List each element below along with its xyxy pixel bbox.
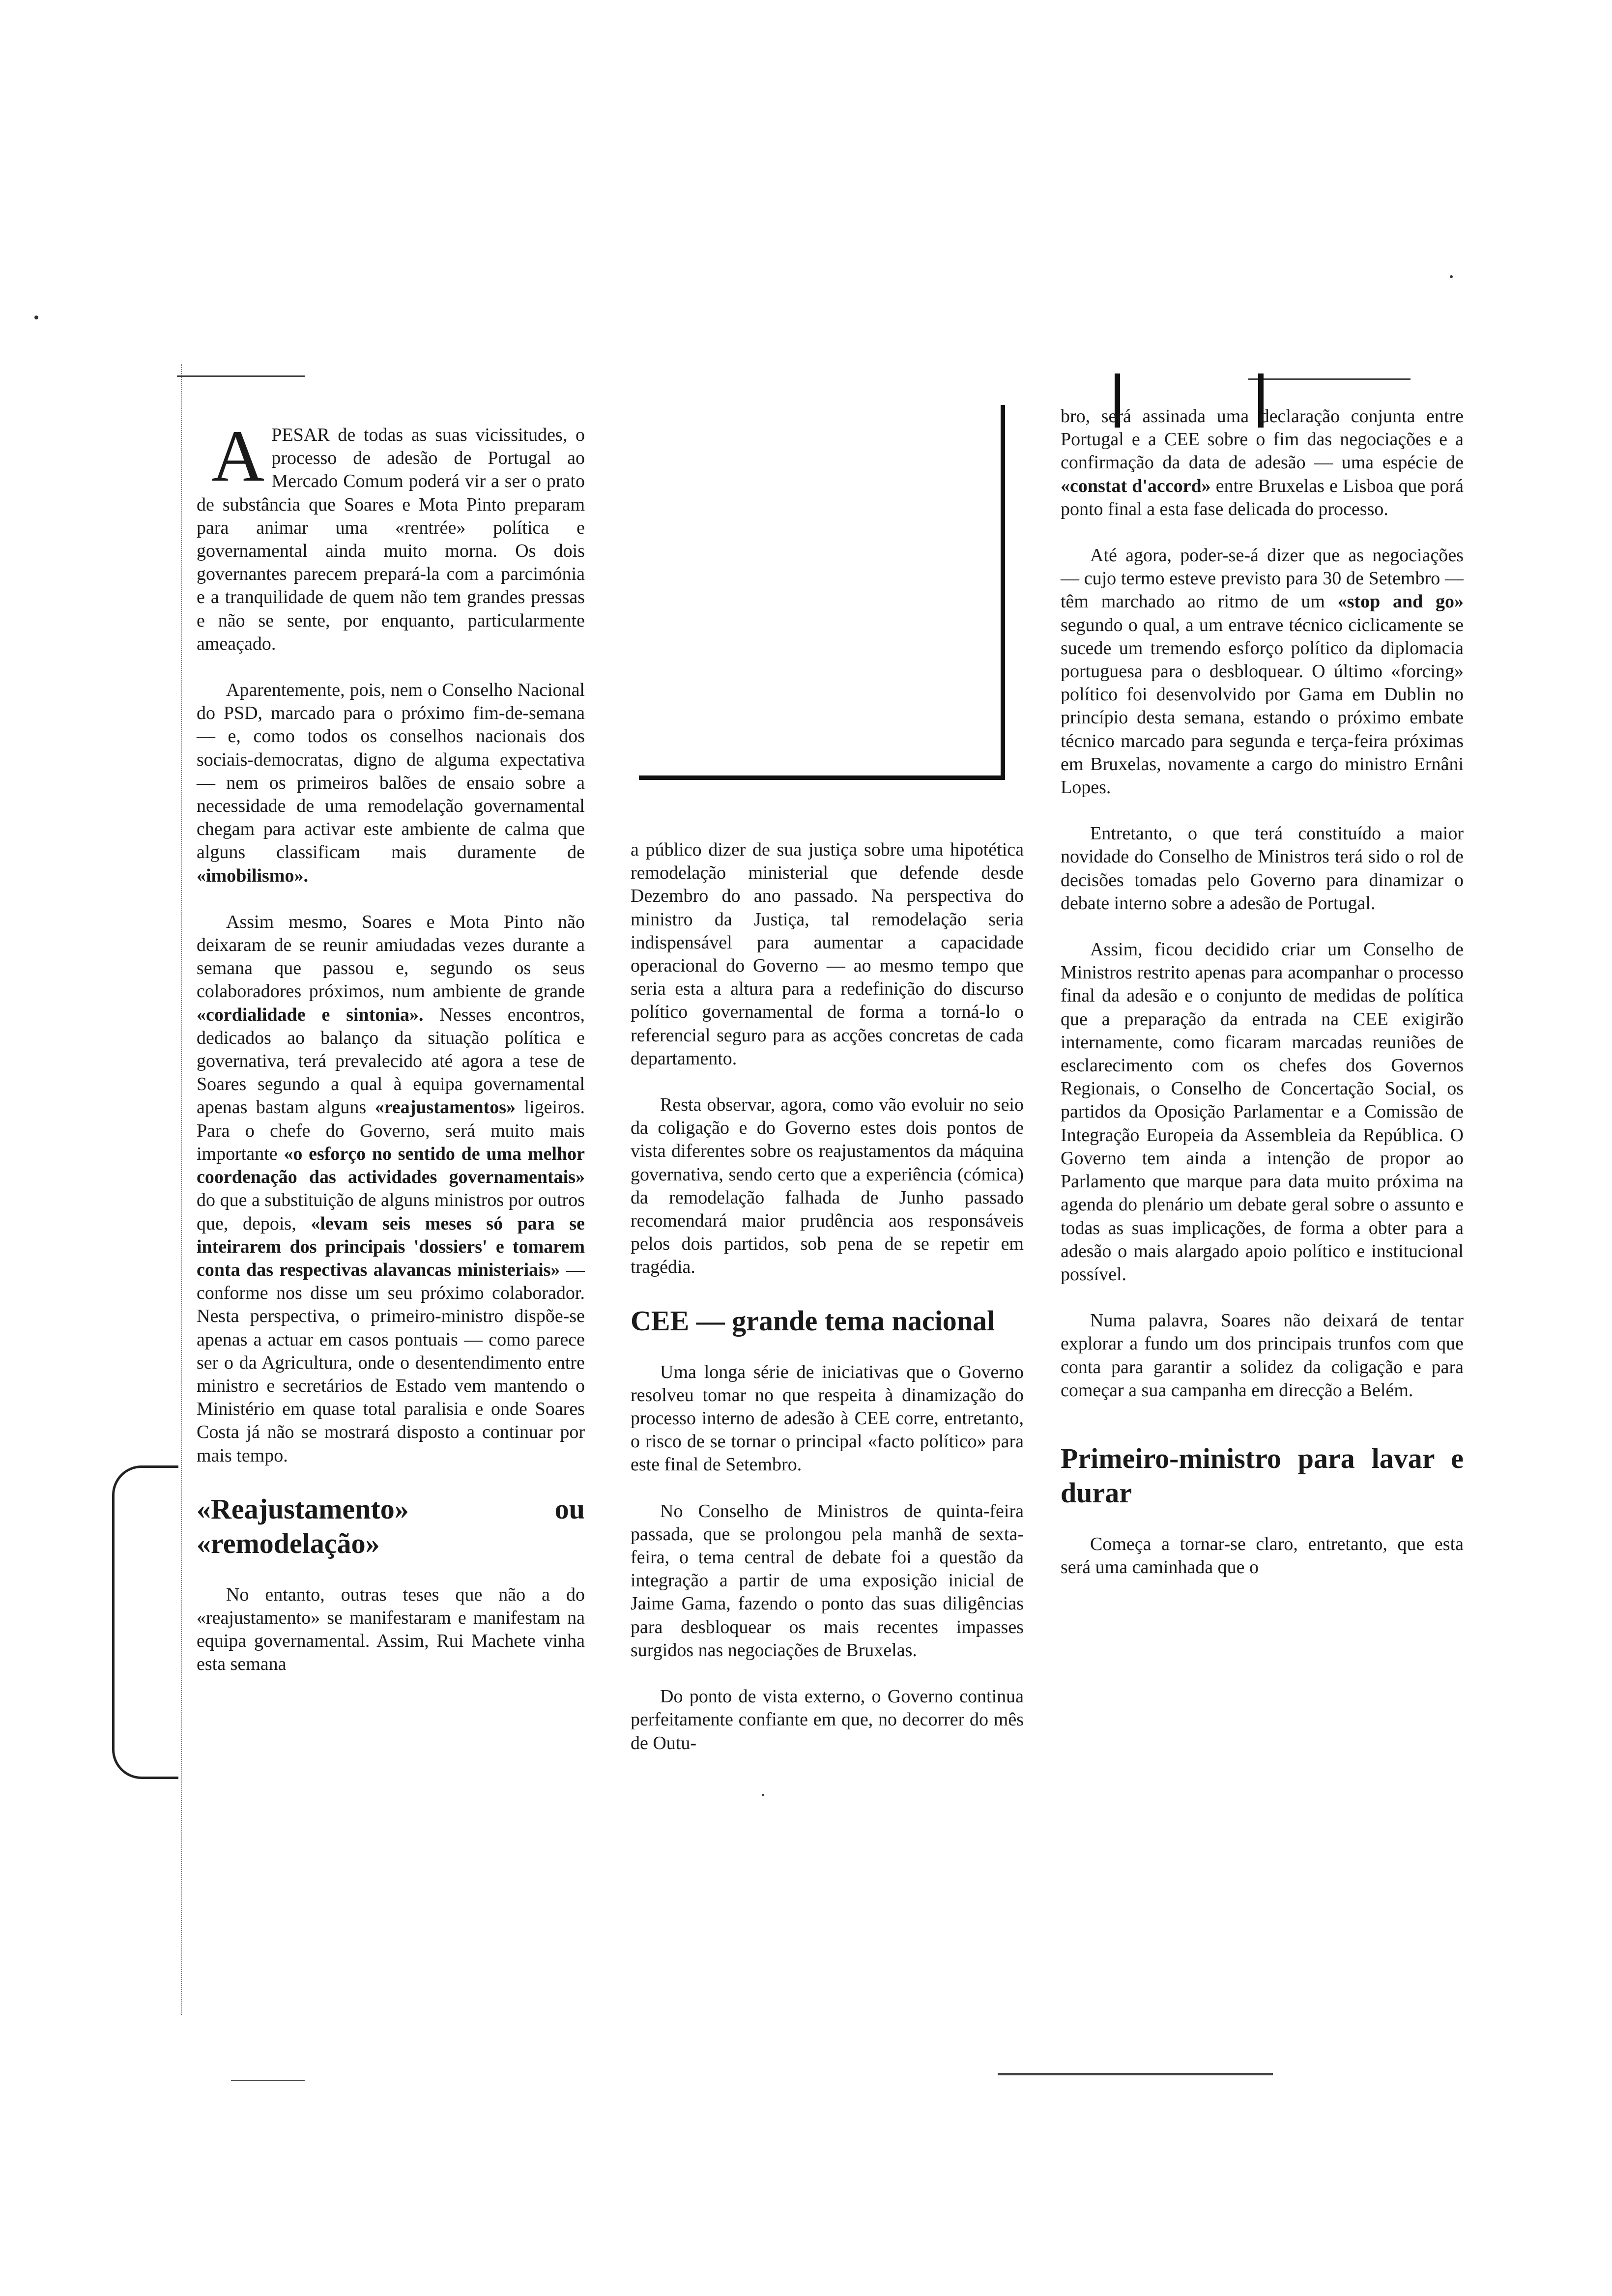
clipping-bottom-edge-left	[231, 2080, 305, 2081]
article-column-3	[1061, 405, 1464, 1579]
lead-paragraph-text: PESAR de todas as suas vicissitudes, o processo de adesão de Portugal ao Mercado Comum poderá vir a ser o prato de substância que Soares e Mota Pinto preparam para animar uma «rentrée» política e governamental ainda muito morna. Os dois governantes parecem prepará-la com a parcimónia e a tranquilidade de quem não tem grandes pressas e não se sente, por enquanto, particularmente ameaçado.	[197, 425, 585, 654]
bold-phrase: «reajustamentos»	[374, 1097, 516, 1118]
paragraph-text: ligeiros. Para o chefe do Governo, será muito mais importante	[197, 1097, 585, 1164]
photo-frame-bottom-edge	[639, 775, 1005, 780]
scan-speck	[34, 316, 38, 319]
paragraph: No entanto, outras teses que não a do «reajustamento» se manifestaram e manifestam na equipa governamental. Assim, Rui Machete vinha esta semana	[197, 1584, 585, 1675]
bold-phrase: «imobilismo».	[197, 865, 308, 886]
drop-cap: A	[211, 415, 265, 497]
paragraph-text: do que a substituição de alguns ministros por outros que, depois,	[197, 1190, 585, 1234]
paragraph-text: Assim mesmo, Soares e Mota Pinto não deixaram de se reunir amiudadas vezes durante a semana que passou e, segundo os seus colaboradores próximos, num ambiente de grande	[197, 911, 585, 1002]
scan-speck	[1450, 275, 1453, 278]
section-subhead: CEE — grande tema nacional	[631, 1304, 995, 1337]
paragraph-text: —conforme nos disse um seu próximo colaborador. Nesta perspectiva, o primeiro-ministro dispõe-se apenas a actuar em casos pontuais — como parece ser o da Agricultura, onde o desentendimento entre ministro e secretários de Estado vem mantendo o Ministério em quase total paralisia e onde Soares Costa já não se mostrará disposto a continuar por mais tempo.	[197, 1259, 585, 1466]
bold-phrase: «cordialidade e sintonia».	[197, 1004, 424, 1025]
article-column-2	[631, 838, 1024, 1755]
paragraph: Assim, ficou decidido criar um Conselho de Ministros restrito apenas para acompanhar o processo final da adesão e o conjunto de medidas de política que a preparação da entrada na CEE exigirão internamente, como ficaram marcadas reuniões de esclarecimento com os chefes dos Governos Regionais, o Conselho de Concertação Social, os partidos da Oposição Parlamentar e a Comissão de Integração Europeia da Assembleia da República. O Governo tem ainda a intenção de propor ao Parlamento que marque para data muito próxima na agenda do plenário um debate geral sobre o assunto e todas as suas implicações, de forma a obter para a adesão o mais alargado apoio político e institucional possível.	[1061, 939, 1464, 1285]
paragraph-text: bro, será assinada uma declaração conjunta entre Portugal e a CEE sobre o fim das negociações e a confirmação da data de adesão — uma espécie de	[1061, 406, 1464, 473]
lead-paragraph	[197, 415, 585, 656]
paragraph: Do ponto de vista externo, o Governo continua perfeitamente confiante em que, no decorrer do mês de Outu-	[631, 1686, 1024, 1753]
section-subhead: «Reajustamento» ou «remodelação»	[197, 1492, 585, 1559]
paragraph-text: Nesses encontros, dedicados ao balanço da situação política e governativa, terá prevalecido até agora a tese de Soares segundo a qual à equipa governamental apenas bastam alguns	[197, 1004, 585, 1118]
bold-phrase: «o esforço no sentido de uma melhor coordenação das actividades governamentais»	[197, 1143, 585, 1188]
paragraph: Entretanto, o que terá constituído a maior novidade do Conselho de Ministros terá sido o rol de decisões tomadas pelo Governo para dinamizar o debate interno sobre a adesão de Portugal.	[1061, 823, 1464, 914]
clipping-cut-edge	[181, 364, 182, 2015]
paragraph: a público dizer de sua justiça sobre uma hipotética remodelação ministerial que defende desde Dezembro do ano passado. Na perspectiva do ministro da Justiça, tal remodelação seria indispensável para aumentar a capacidade operacional do Governo — ao mesmo tempo que seria esta a altura para a redefinição do discurso político governamental de forma a torná-lo o referencial seguro para as acções concretas de cada departamento.	[631, 839, 1024, 1069]
paragraph: Resta observar, agora, como vão evoluir no seio da coligação e do Governo estes dois pontos de vista diferentes sobre os reajustamentos da máquina governativa, sendo certo que a experiência (cómica) da remodelação falhada de Junho passado recomendará maior prudência aos responsáveis pelos dois partidos, sob pena de se repetir em tragédia.	[631, 1094, 1024, 1278]
paragraph	[1061, 544, 1464, 799]
paragraph-text: Aparentemente, pois, nem o Conselho Nacional do PSD, marcado para o próximo fim-de-semana — e, como todos os conselhos nacionais dos sociais-democratas, digno de alguma expectativa — nem os primeiros balões de ensaio sobre a necessidade de uma remodelação governamental chegam para activar este ambiente de calma que alguns classificam mais duramente de	[197, 680, 585, 863]
paragraph	[1061, 405, 1464, 521]
paragraph-text: Até agora, poder-se-á dizer que as negociações — cujo termo esteve previsto para 30 de Setembro — têm marchado ao ritmo de um	[1061, 545, 1464, 612]
photo-frame-right-edge	[1001, 405, 1005, 778]
bold-phrase: «levam seis meses só para se inteirarem dos principais 'dossiers' e tomarem conta das respectivas alavancas ministeriais»	[197, 1213, 585, 1280]
clipping-top-edge-right	[1248, 378, 1410, 380]
paragraph: Começa a tornar-se claro, entretanto, que esta será uma caminhada que o	[1061, 1533, 1464, 1578]
bold-phrase: «stop and go»	[1337, 591, 1464, 612]
paragraph: Numa palavra, Soares não deixará de tentar explorar a fundo um dos principais trunfos com que conta para garantir a solidez da coligação e para começar a sua campanha em direcção a Belém.	[1061, 1310, 1464, 1401]
bold-phrase: «constat d'accord»	[1061, 475, 1211, 496]
scan-speck	[762, 1794, 764, 1796]
paragraph	[197, 911, 585, 1467]
paragraph: Uma longa série de iniciativas que o Governo resolveu tomar no que respeita à dinamização do processo interno de adesão à CEE corre, entretanto, o risco de se tornar o principal «facto político» para este final de Setembro.	[631, 1361, 1024, 1475]
paragraph	[197, 679, 585, 888]
handwritten-bracket-mark	[112, 1465, 178, 1779]
paragraph: No Conselho de Ministros de quinta-feira passada, que se prolongou pela manhã de sexta-feira, o tema central de debate foi a questão da integração a partir de uma exposição inicial de Jaime Gama, fazendo o ponto das suas diligências para desbloquear os mais recentes impasses surgidos nas negociações de Bruxelas.	[631, 1500, 1024, 1661]
article-column-1	[197, 415, 585, 1676]
paragraph-text: segundo o qual, a um entrave técnico ciclicamente se sucede um tremendo esforço político da diplomacia portuguesa para o desbloquear. O último «forcing» político foi desenvolvido por Gama em Dublin no princípio desta semana, estando o próximo embate técnico marcado para segunda e terça-feira próximas em Bruxelas, novamente a cargo do ministro Ernâni Lopes.	[1061, 614, 1464, 798]
paragraph-text: entre Bruxelas e Lisboa que porá ponto final a esta fase delicada do processo.	[1061, 475, 1464, 519]
section-subhead: Primeiro-ministro para lavar e durar	[1061, 1442, 1464, 1509]
clipping-top-edge-left	[177, 375, 305, 377]
clipping-bottom-edge-right	[998, 2073, 1273, 2075]
